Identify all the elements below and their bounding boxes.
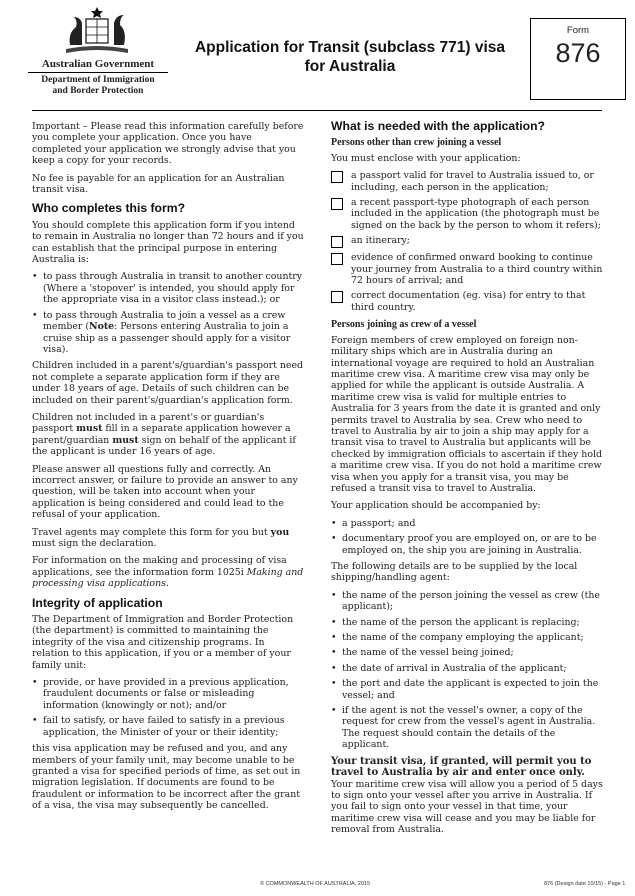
enclose-text: You must enclose with your application: (331, 152, 521, 164)
checkbox[interactable] (331, 198, 343, 210)
list-item: • fail to satisfy, or have failed to satisfy in a previous application, the Minister of your or their identity; (32, 715, 285, 738)
title-line-2: for Australia (304, 58, 396, 75)
left-column (32, 121, 304, 818)
list-item: • to pass through Australia in transit to another country (Where a 'stopover' is intended, you should apply for the appropriate visa in a visitor class instead.); or (32, 271, 303, 306)
who-list (32, 271, 304, 355)
integrity-list (32, 677, 304, 738)
form-number-box (530, 18, 626, 100)
checkbox[interactable] (331, 171, 343, 183)
list-item: • the name of the person the applicant is replacing; (331, 616, 580, 628)
list-item: • the date of arrival in Australia of the applicant; (331, 662, 567, 674)
department-line-2: and Border Protection (52, 86, 144, 96)
list-item: • provide, or have provided in a previous application, fraudulent documents or false or misleading information (knowingly or not); and/or (32, 677, 289, 711)
travel-agents-paragraph: Travel agents may complete this form for you but you must sign the declaration. (32, 526, 290, 549)
government-name: Australian Government (41, 58, 155, 70)
children-paragraph-2: Children not included in a parent's or guardian's passport must fill in a separate application however a parent/guardian must sign on behalf of the applicant if the applicant is under 16 years of age. (32, 411, 296, 458)
heading-what-needed: What is needed with the application? (331, 119, 545, 133)
intro-text: Important – Please read this information carefully before you complete your application. Once you have completed your application we strongly advise that you keep a copy for your records. (32, 121, 304, 167)
checklist-item[interactable]: evidence of confirmed onward booking to continue your journey from Australia to a third country within 72 hours of arrival; and (331, 252, 604, 286)
heading-integrity: Integrity of application (32, 595, 163, 610)
checklist-item[interactable]: an itinerary; (331, 235, 604, 248)
checklist (331, 170, 604, 313)
checklist-item[interactable]: a recent passport-type photograph of each person included in the application (the photograph must be signed on the back by the person to whom it refers); (331, 197, 604, 231)
government-logo-text (14, 58, 182, 97)
list-item: • a passport; and (331, 517, 416, 529)
accompanied-text: Your application should be accompanied by: (331, 500, 541, 512)
form-number: 876 (555, 38, 601, 68)
list-item: • the port and date the applicant is expected to join the vessel; and (331, 678, 599, 701)
footer-page-info: 876 (Design date 10/15) - Page 1 (544, 881, 626, 887)
crew-paragraph: Foreign members of crew employed on foreign non-military ships which are in Australia during an international voyage are required to hold an Australian maritime crew visa. A maritime crew visa may only be applied for while the applicant is outside Australia. A maritime crew visa is valid for multiple entries to Australia for 3 years from the date it is granted and only permits travel to Australia by sea. Crew who need to travel to Australia by air to join a ship may apply for a transit visa to travel to Australia but applicants will be checked by immigration officials to ascertain if they hold a maritime crew visa. If you do not hold a maritime crew visa when you apply for a transit visa, you may be refused a transit visa to travel to Australia. (331, 334, 602, 494)
heading-who-completes: Who completes this form? (32, 201, 186, 216)
list-item: • the name of the person joining the vessel as crew (the applicant); (331, 589, 600, 613)
checklist-item[interactable]: correct documentation (eg. visa) for entry to that third country. (331, 290, 604, 313)
form-label: Form (566, 25, 590, 36)
department-line-1: Department of Immigration (41, 75, 155, 85)
coat-of-arms-icon (62, 5, 132, 57)
header-divider (32, 110, 602, 111)
final-paragraph: Your transit visa, if granted, will permit you to travel to Australia by air and enter once only. Your maritime crew visa will allow you a period of 5 days to sign onto your vessel after you arrive in Australia. If you fail to sign onto your vessel in that time, your maritime crew visa will cease and you may be liable for removal from Australia. (331, 755, 603, 836)
checkbox[interactable] (331, 253, 343, 265)
list-item: • the name of the company employing the applicant; (331, 632, 584, 644)
footer-copyright: © COMMONWEALTH OF AUSTRALIA, 2015 (260, 881, 370, 887)
subheading-other-than-crew: Persons other than crew joining a vessel (331, 137, 502, 149)
children-paragraph-1: Children included in a parent's/guardian's passport need not complete a separate application form if they are under 18 years of age. Details of such children can be included on their parent's/guardian's application form. (32, 360, 303, 406)
checkbox[interactable] (331, 291, 343, 303)
list-item: • documentary proof you are employed on, or are to be employed on, the ship you are joining in Australia. (331, 533, 597, 556)
subheading-crew: Persons joining as crew of a vessel (331, 319, 477, 331)
logo-divider (28, 72, 168, 73)
integrity-end-paragraph: this visa application may be refused and you, and any members of your family unit, may become unable to be granted a visa for specified periods of time, as set out in migration legislation. If documents are found to be fraudulent or information to be incorrect after the grant of a visa, the visa may subsequently be cancelled. (32, 743, 301, 812)
page-title (190, 38, 510, 76)
integrity-paragraph: The Department of Immigration and Border Protection (the department) is committed to maintaining the integrity of the visa and citizenship programs. In relation to this application, if you or a member of your family unit: (32, 614, 294, 671)
list-item: • if the agent is not the vessel's owner, a copy of the request for crew from the vessel's agent in Australia. The request should contain the details of the applicant. (331, 705, 596, 751)
no-fee-text: No fee is payable for an application for an Australian transit visa. (32, 172, 285, 196)
list-item: • the name of the vessel being joined; (331, 647, 514, 659)
checklist-item[interactable]: a passport valid for travel to Australia issued to, or including, each person in the application; (331, 170, 604, 193)
accompanied-list (331, 518, 604, 556)
right-column (331, 121, 604, 842)
info-form-link: Making and processing visa applications. (32, 566, 304, 590)
agent-details-list (331, 590, 604, 751)
checkbox[interactable] (331, 236, 343, 248)
title-line-1: Application for Transit (subclass 771) visa (194, 39, 506, 56)
supplied-text: The following details are to be supplied by the local shipping/handling agent: (331, 561, 578, 584)
who-paragraph: You should complete this application form if you intend to remain in Australia no longer than 72 hours and if you can establish that the principal purpose in entering Australia is: (32, 219, 304, 266)
info-paragraph: For information on the making and processing of visa applications, see the information form 1025i Making and processing visa applications. (32, 555, 304, 590)
answer-paragraph: Please answer all questions fully and correctly. An incorrect answer, or failure to provide an answer to any question, will be taken into account when your application is being considered and could lead to the refusal of your application. (32, 463, 298, 521)
list-item: • to pass through Australia to join a vessel as a crew member (Note: Persons entering Australia to join a cruise ship as a passenger should apply for a visitor visa). (32, 309, 291, 355)
